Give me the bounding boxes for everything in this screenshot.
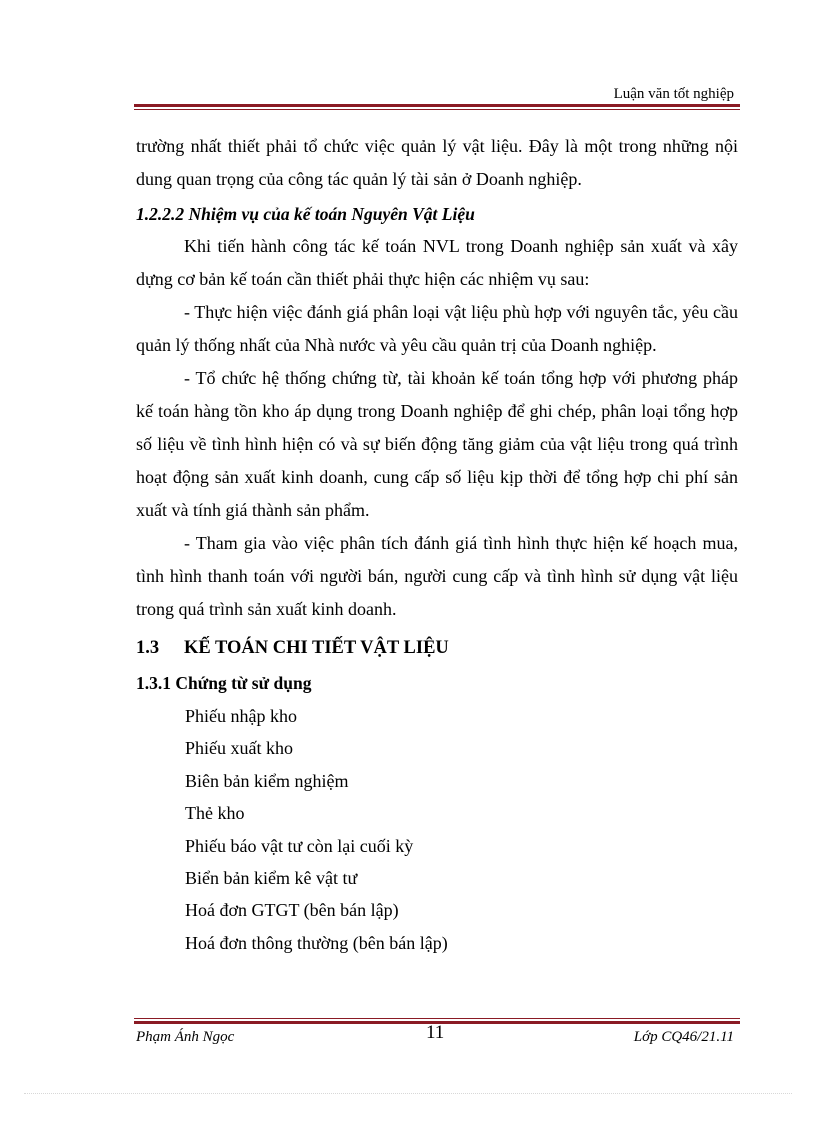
page-edge-divider — [24, 1093, 792, 1094]
paragraph-intro: Khi tiến hành công tác kế toán NVL trong Doanh nghiệp sản xuất và xây dựng cơ bản kế toán cần thiết phải thực hiện các nhiệm vụ sau: — [136, 236, 738, 289]
footer-class-label: Lớp CQ46/21.11 — [633, 1029, 734, 1045]
heading-1-3-1: 1.3.1 Chứng từ sử dụng — [136, 673, 312, 693]
heading-1-2-2-2: 1.2.2.2 Nhiệm vụ của kế toán Nguyên Vật Liệu — [136, 204, 475, 224]
page-number: 11 — [426, 1022, 445, 1043]
list-item: Hoá đơn thông thường (bên bán lập) — [185, 932, 448, 953]
header-title: Luận văn tốt nghiệp — [613, 86, 734, 102]
paragraph-continued: trường nhất thiết phải tổ chức việc quản lý vật liệu. Đây là một trong những nội dung quan trọng của công tác quản lý tài sản ở Doanh nghiệp. — [136, 136, 738, 189]
list-item: Biên bản kiểm nghiệm — [185, 770, 349, 791]
footer-author: Phạm Ánh Ngọc — [136, 1029, 235, 1045]
header-rule-thin — [134, 109, 740, 110]
list-item: Phiếu xuất kho — [185, 738, 293, 759]
page-content — [136, 130, 738, 959]
list-item: Phiếu báo vật tư còn lại cuối kỳ — [185, 835, 414, 856]
task-item: - Tham gia vào việc phân tích đánh giá tình hình thực hiện kế hoạch mua, tình hình thanh toán với người bán, người cung cấp và tình hình sử dụng vật liệu trong quá trình sản xuất kinh doanh. — [136, 533, 738, 619]
section-title: KẾ TOÁN CHI TIẾT VẬT LIỆU — [184, 638, 449, 658]
document-list — [136, 700, 738, 959]
task-item: - Tổ chức hệ thống chứng từ, tài khoản kế toán tổng hợp với phương pháp kế toán hàng tồn kho áp dụng trong Doanh nghiệp để ghi chép, phân loại tổng hợp số liệu về tình hình hiện có và sự biến động tăng giảm của vật liệu trong quá trình hoạt động sản xuất kinh doanh, cung cấp số liệu kịp thời để tổng hợp chi phí sản xuất và tính giá thành sản phẩm. — [136, 368, 738, 520]
list-item: Thẻ kho — [185, 803, 245, 824]
header-rule-thick — [134, 104, 740, 107]
list-item: Hoá đơn GTGT (bên bán lập) — [185, 900, 399, 921]
list-item: Phiếu nhập kho — [185, 706, 297, 726]
section-heading-1-3 — [136, 630, 738, 666]
task-item: - Thực hiện việc đánh giá phân loại vật liệu phù hợp với nguyên tắc, yêu cầu quản lý thống nhất của Nhà nước và yêu cầu quản trị của Doanh nghiệp. — [136, 302, 738, 355]
footer-rule-thin — [134, 1018, 740, 1019]
list-item: Biển bản kiểm kê vật tư — [185, 868, 358, 889]
section-number: 1.3 — [136, 638, 160, 658]
